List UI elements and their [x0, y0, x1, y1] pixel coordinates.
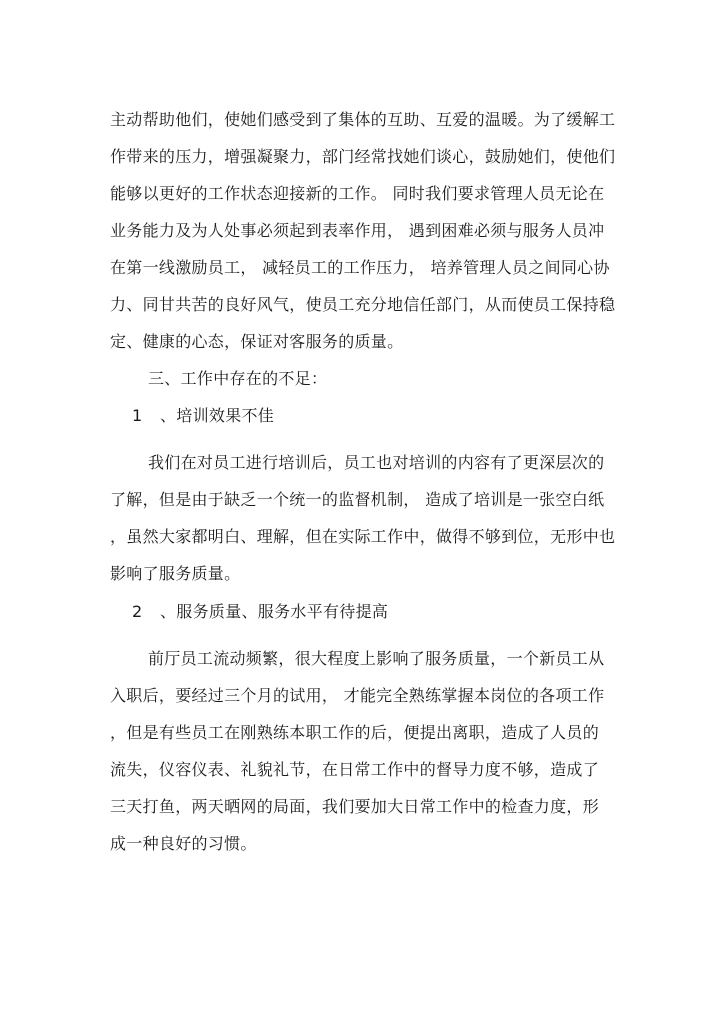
item2-number: 2	[132, 602, 143, 621]
paragraph2-line-3: ，虽然大家都明白、理解，但在实际工作中，做得不够到位，无形中也	[110, 527, 616, 546]
paragraph3-line-2: 入职后，要经过三个月的试用， 才能完全熟练掌握本岗位的各项工作	[110, 686, 605, 705]
paragraph1-line-5: 在第一线激励员工， 减轻员工的工作压力， 培养管理人员之间同心协	[110, 258, 610, 277]
paragraph3-line-4: 流失，仪容仪表、礼貌礼节，在日常工作中的督导力度不够，造成了	[110, 760, 600, 779]
paragraph1-line-2: 作带来的压力，增强凝聚力，部门经常找她们谈心，鼓励她们，使他们	[110, 147, 616, 166]
paragraph1-line-3: 能够以更好的工作状态迎接新的工作。 同时我们要求管理人员无论在	[110, 184, 605, 203]
paragraph1-line-1: 主动帮助他们，使她们感受到了集体的互助、互爱的温暖。为了缓解工	[110, 110, 616, 129]
paragraph3-line-1: 前厅员工流动频繁，很大程度上影响了服务质量，一个新员工从	[148, 649, 605, 668]
paragraph3-line-3: ，但是有些员工在刚熟练本职工作的后，便提出离职，造成了人员的	[110, 723, 600, 742]
paragraph3-line-5: 三天打鱼，两天晒网的局面，我们要加大日常工作中的检查力度，形	[110, 797, 600, 816]
paragraph2-line-2: 了解，但是由于缺乏一个统一的监督机制， 造成了培训是一张空白纸	[110, 490, 605, 509]
paragraph1-line-6: 力、同甘共苦的良好风气，使员工充分地信任部门，从而使员工保持稳	[110, 295, 616, 314]
paragraph3-line-6: 成一种良好的习惯。	[110, 834, 257, 853]
item1-number: 1	[132, 406, 143, 425]
item1-title: 、培训效果不佳	[160, 406, 275, 425]
paragraph1-line-7: 定、健康的心态，保证对客服务的质量。	[110, 332, 404, 351]
paragraph1-line-4: 业务能力及为人处事必须起到表率作用， 遇到困难必须与服务人员冲	[110, 221, 605, 240]
paragraph2-line-1: 我们在对员工进行培训后，员工也对培训的内容有了更深层次的	[148, 453, 605, 472]
item2-title: 、服务质量、服务水平有待提高	[160, 602, 389, 621]
section3-heading: 三、工作中存在的不足：	[148, 369, 328, 388]
paragraph2-line-4: 影响了服务质量。	[110, 564, 241, 583]
